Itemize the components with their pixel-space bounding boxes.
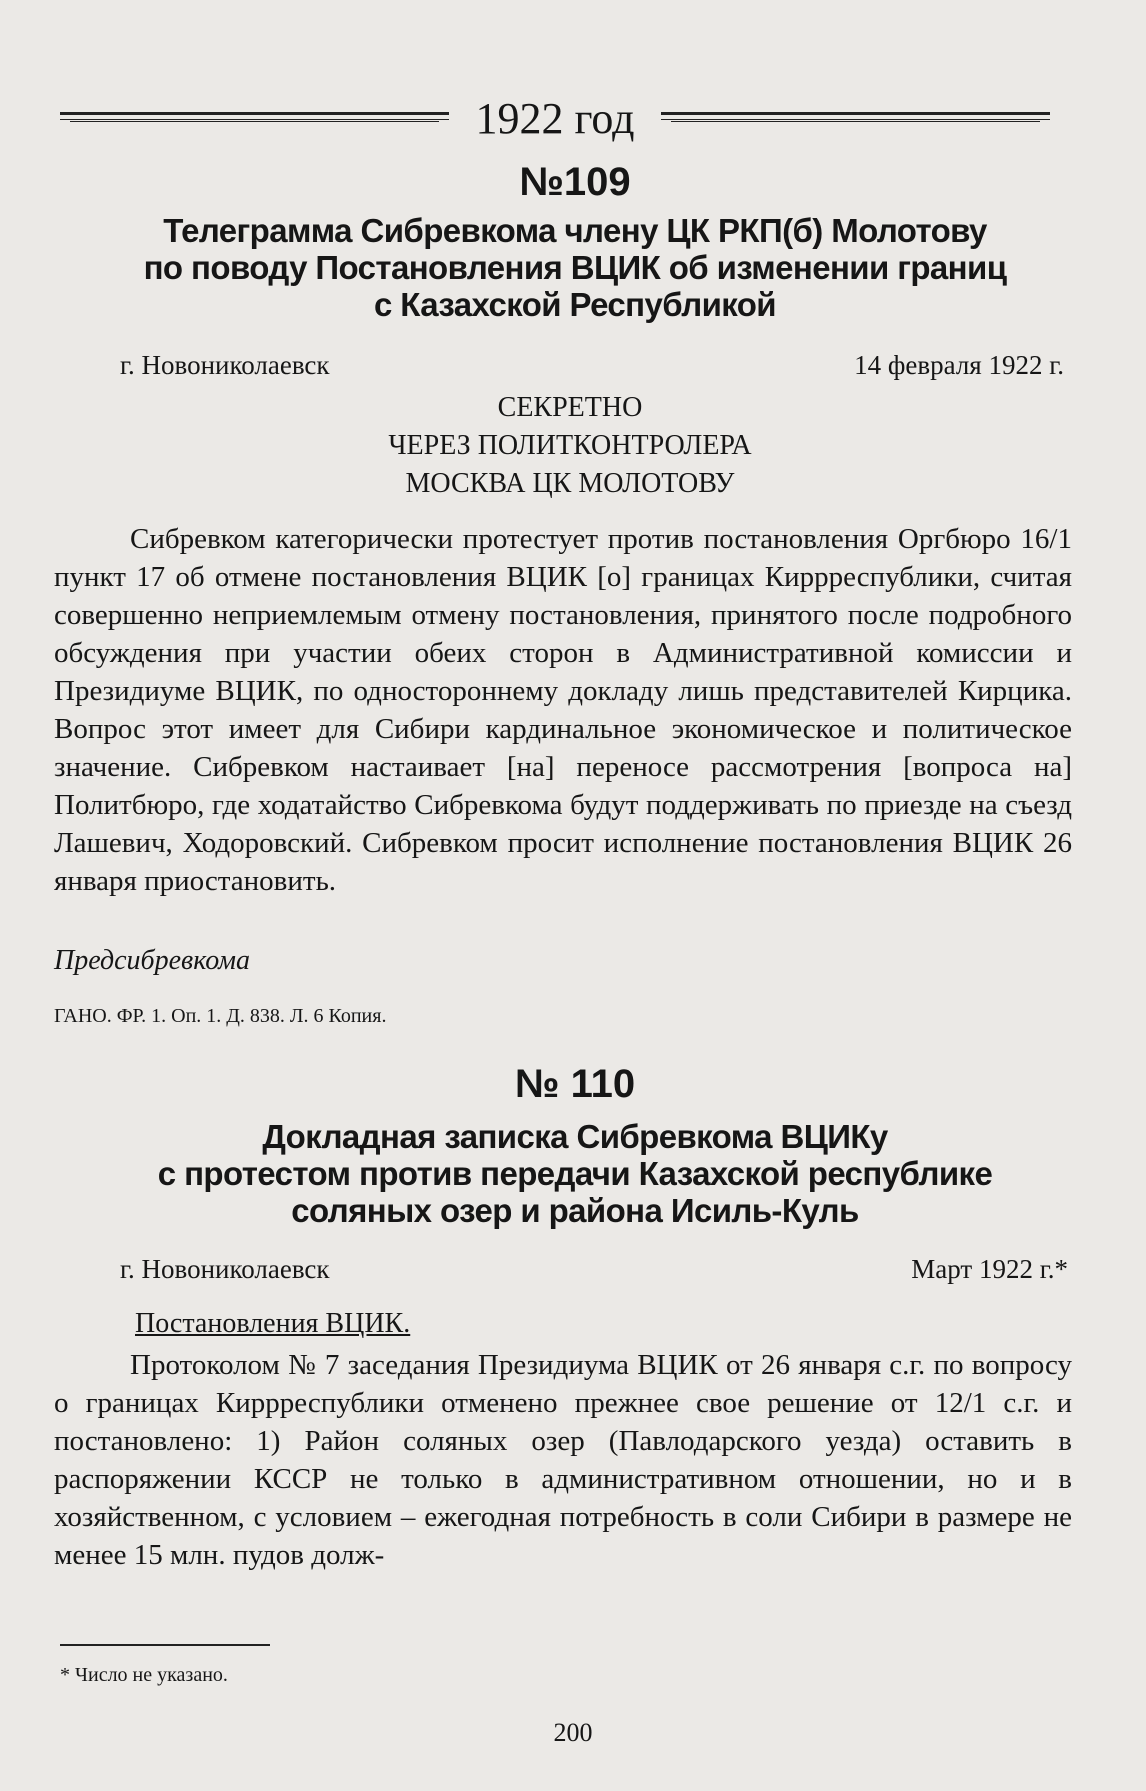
- doc109-signature: Предсибревкома: [54, 945, 251, 976]
- year-header: [60, 88, 1050, 148]
- doc110-title: [80, 1118, 1070, 1229]
- doc110-title-line: Докладная записка Сибревкома ВЦИКу: [262, 1118, 888, 1155]
- doc110-number: № 110: [514, 1062, 636, 1106]
- doc110-body: [54, 1346, 1072, 1574]
- doc109-title-line: Телеграмма Сибревкома члену ЦК РКП(б) Молотову: [163, 212, 987, 249]
- doc109-title: [80, 212, 1070, 323]
- doc110-place: г. Новониколаевск: [120, 1254, 330, 1284]
- doc109-body: [54, 520, 1072, 900]
- doc109-address-line: МОСКВА ЦК МОЛОТОВУ: [405, 468, 735, 499]
- doc110-subheading: Постановления ВЦИК.: [135, 1308, 411, 1339]
- doc109-address-line: СЕКРЕТНО: [497, 392, 643, 423]
- doc110-body-text: Протоколом № 7 заседания Президиума ВЦИК от 26 января с.г. по вопросу о границах Киррреспублики отменено прежнее свое решение от 12/1 с.г. и постановлено: 1) Район соляных озер (Павлодарского уезда) оставить в распоряжении КССР не только в административном отношении, но и в хозяйственном, с условием – ежегодная потребность в соли Сибири в размере не менее 15 млн. пудов долж-: [54, 1349, 1072, 1571]
- doc109-title-line: по поводу Постановления ВЦИК об изменении границ: [143, 249, 1007, 286]
- doc109-date: 14 февраля 1922 г.: [854, 350, 1064, 380]
- doc110-title-line: соляных озер и района Исиль-Куль: [291, 1192, 859, 1229]
- ornament-left-icon: [60, 108, 449, 128]
- doc110-title-line: с протестом против передачи Казахской республике: [157, 1155, 993, 1192]
- doc109-title-line: с Казахской Республикой: [373, 286, 776, 323]
- ornament-right-icon: [661, 108, 1050, 128]
- doc109-number: №109: [519, 160, 631, 204]
- doc110-date: Март 1922 г.*: [911, 1254, 1068, 1284]
- doc109-place: г. Новониколаевск: [120, 350, 330, 380]
- page-number: 200: [553, 1718, 593, 1747]
- year-title: 1922 год: [475, 93, 635, 143]
- doc109-archive-source: ГАНО. ФР. 1. Оп. 1. Д. 838. Л. 6 Копия.: [54, 1005, 387, 1027]
- doc109-body-text: Сибревком категорически протестует против постановления Оргбюро 16/1 пункт 17 об отмене постановления ВЦИК [о] границах Киррреспублики, считая совершенно неприемлемым отмену постановления, принятого после подробного обсуждения при участии обеих сторон в Административной комиссии и Президиуме ВЦИК, по одностороннему докладу лишь представителей Кирцика. Вопрос этот имеет для Сибири кардинальное экономическое и политическое значение. Сибревком настаивает [на] переносе рассмотрения [вопроса на] Политбюро, где ходатайство Сибревкома будут поддерживать по приезде на съезд Лашевич, Ходоровский. Сибревком просит исполнение постановления ВЦИК 26 января приостановить.: [54, 523, 1072, 897]
- footnote: * Число не указано.: [60, 1664, 228, 1686]
- footnote-divider: [60, 1644, 270, 1646]
- doc109-address-line: ЧЕРЕЗ ПОЛИТКОНТРОЛЕРА: [388, 430, 752, 461]
